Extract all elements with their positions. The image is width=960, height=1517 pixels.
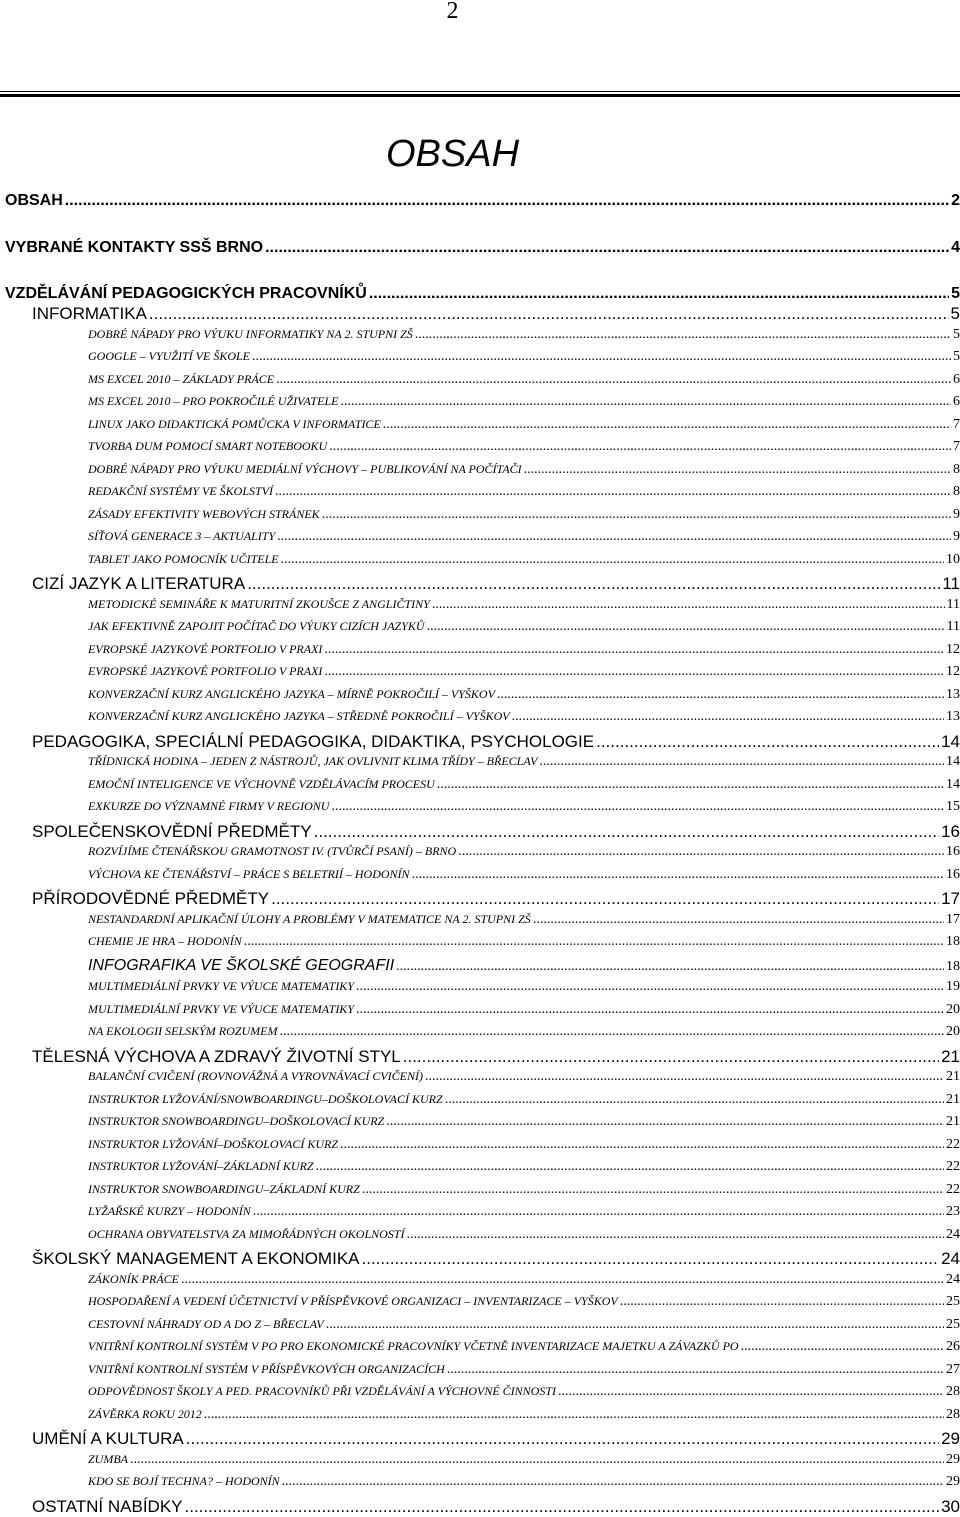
toc-dot-leader [340, 1137, 944, 1153]
toc-entry-page: 6 [953, 394, 960, 409]
toc-entry[interactable] [88, 552, 960, 568]
toc-entry-title: ZUMBA [88, 1452, 128, 1466]
toc-entry[interactable] [88, 1114, 960, 1130]
toc-entry-title: DOBRÉ NÁPADY PRO VÝUKU INFORMATIKY NA 2. STUPNI ZŠ [88, 327, 413, 341]
toc-entry[interactable] [88, 1272, 960, 1288]
toc-entry[interactable] [32, 1497, 960, 1517]
toc-entry-title: ŠKOLSKÝ MANAGEMENT A EKONOMIKA [32, 1249, 360, 1268]
toc-entry[interactable] [88, 327, 960, 343]
toc-entry-page: 15 [946, 799, 960, 814]
toc-entry[interactable] [32, 1047, 960, 1067]
toc-entry-page: 22 [946, 1182, 960, 1197]
toc-entry-title: VYBRANÉ KONTAKTY SSŠ BRNO [5, 239, 264, 256]
toc-entry-page: 16 [946, 867, 960, 882]
toc-dot-leader [356, 1002, 944, 1018]
document-title: OBSAH [385, 133, 520, 176]
toc-dot-leader [65, 192, 949, 210]
toc-entry-title: LYŽAŘSKÉ KURZY – HODONÍN [88, 1204, 251, 1218]
toc-entry-title: DOBRÉ NÁPADY PRO VÝUKU MEDIÁLNÍ VÝCHOVY – PUBLIKOVÁNÍ NA POČÍTAČI [88, 462, 522, 476]
toc-dot-leader [741, 1339, 944, 1355]
toc-entry[interactable] [88, 1137, 960, 1153]
toc-entry-page: 21 [946, 1069, 960, 1084]
toc-entry-title: HOSPODAŘENÍ A VEDENÍ ÚČETNICTVÍ V PŘÍSPĚVKOVÉ ORGANIZACI – INVENTARIZACE – VYŠKOV [88, 1294, 618, 1308]
toc-entry-page: 14 [946, 777, 960, 792]
toc-entry-page: 4 [951, 239, 960, 256]
toc-entry[interactable] [32, 574, 960, 594]
toc-dot-leader [427, 619, 945, 635]
toc-dot-leader [276, 372, 951, 388]
toc-entry[interactable] [88, 664, 960, 680]
toc-entry-title: OCHRANA OBYVATELSTVA ZA MIMOŘÁDNÝCH OKOLNOSTÍ [88, 1227, 405, 1241]
toc-dot-leader [447, 1362, 944, 1378]
toc-dot-leader [331, 799, 944, 815]
toc-entry[interactable] [88, 754, 960, 770]
toc-dot-leader [244, 934, 944, 950]
toc-entry-page: 11 [942, 574, 960, 593]
toc-entry[interactable] [88, 372, 960, 388]
toc-entry-page: 21 [946, 1092, 960, 1107]
toc-entry-title: SPOLEČENSKOVĚDNÍ PŘEDMĚTY [32, 822, 312, 841]
toc-entry[interactable] [88, 484, 960, 500]
toc-entry-page: 24 [946, 1272, 960, 1287]
toc-entry[interactable] [88, 777, 960, 793]
toc-entry-title: TABLET JAKO POMOCNÍK UČITELE [88, 552, 279, 566]
toc-entry-page: 5 [953, 327, 960, 342]
toc-entry[interactable] [88, 957, 960, 975]
toc-entry[interactable] [88, 709, 960, 725]
toc-entry[interactable] [88, 417, 960, 433]
toc-entry[interactable] [32, 889, 960, 909]
toc-dot-leader [265, 239, 949, 257]
toc-dot-leader [252, 349, 951, 365]
toc-entry[interactable] [32, 1249, 960, 1269]
toc-entry[interactable] [32, 732, 960, 752]
toc-dot-leader [533, 912, 944, 928]
toc-entry-page: 11 [946, 597, 960, 612]
toc-entry[interactable] [88, 1024, 960, 1040]
toc-entry-title: ZÁKONÍK PRÁCE [88, 1272, 180, 1286]
toc-entry-page: 16 [941, 822, 960, 841]
toc-dot-leader [356, 979, 944, 995]
toc-entry-page: 30 [941, 1497, 960, 1516]
toc-dot-leader [437, 777, 944, 793]
toc-dot-leader [620, 1294, 944, 1310]
toc-entry-title: SÍŤOVÁ GENERACE 3 – AKTUALITY [88, 529, 276, 543]
toc-entry-page: 20 [946, 1002, 960, 1017]
toc-entry-title: GOOGLE – VYUŽITÍ VE ŠKOLE [88, 349, 251, 363]
toc-entry-title: INSTRUKTOR SNOWBOARDINGU–ZÁKLADNÍ KURZ [88, 1182, 360, 1196]
toc-entry-page: 28 [946, 1407, 960, 1422]
toc-entry[interactable] [88, 529, 960, 545]
toc-entry-title: NESTANDARDNÍ APLIKAČNÍ ÚLOHY A PROBLÉMY V MATEMATICE NA 2. STUPNI ZŠ [88, 912, 531, 926]
toc-entry-title: VZDĚLÁVÁNÍ PEDAGOGICKÝCH PRACOVNÍKŮ [5, 285, 367, 302]
toc-entry-page: 12 [946, 642, 960, 657]
toc-entry[interactable] [88, 1092, 960, 1108]
toc-entry-title: TVORBA DUM POMOCÍ SMART NOTEBOOKU [88, 439, 328, 453]
toc-entry-page: 29 [946, 1452, 960, 1467]
toc-entry-title: METODICKÉ SEMINÁŘE K MATURITNÍ ZKOUŠCE Z ANGLIČTINY [88, 597, 430, 611]
toc-entry-page: 14 [941, 732, 960, 751]
toc-entry-title: JAK EFEKTIVNĚ ZAPOJIT POČÍTAČ DO VÝUKY CIZÍCH JAZYKŮ [88, 619, 425, 633]
toc-entry[interactable] [88, 1069, 960, 1085]
toc-entry[interactable] [32, 822, 960, 842]
toc-entry[interactable] [88, 462, 960, 478]
toc-entry-title: BALANČNÍ CVIČENÍ (ROVNOVÁŽNÁ A VYROVNÁVACÍ CVIČENÍ) [88, 1069, 423, 1083]
toc-dot-leader [149, 304, 949, 324]
toc-entry-title: REDAKČNÍ SYSTÉMY VE ŠKOLSTVÍ [88, 484, 274, 498]
toc-entry-page: 5 [953, 349, 960, 364]
page-number: 2 [446, 0, 459, 24]
toc-dot-leader [386, 1114, 944, 1130]
toc-entry-title: KONVERZAČNÍ KURZ ANGLICKÉHO JAZYKA – MÍRNĚ POKROČILÍ – VYŠKOV [88, 687, 495, 701]
toc-entry[interactable] [88, 507, 960, 523]
toc-entry[interactable] [5, 285, 960, 303]
toc-entry-page: 21 [946, 1114, 960, 1129]
toc-entry[interactable] [88, 1339, 960, 1355]
toc-entry[interactable] [88, 934, 960, 950]
toc-entry-page: 18 [946, 934, 960, 949]
toc-entry-page: 24 [941, 1249, 960, 1268]
toc-entry-page: 7 [953, 439, 960, 454]
toc-dot-leader [412, 867, 944, 883]
toc-dot-leader [275, 484, 951, 500]
toc-entry-title: VÝCHOVA KE ČTENÁŘSTVÍ – PRÁCE S BELETRIÍ – HODONÍN [88, 867, 410, 881]
toc-entry[interactable] [88, 597, 960, 613]
toc-dot-leader [271, 889, 939, 909]
toc-entry-title: MS EXCEL 2010 – ZÁKLADY PRÁCE [88, 372, 275, 386]
toc-entry-title: PŘÍRODOVĚDNÉ PŘEDMĚTY [32, 889, 270, 908]
toc-entry-page: 24 [946, 1227, 960, 1242]
toc-entry-title: INSTRUKTOR LYŽOVÁNÍ/SNOWBOARDINGU–DOŠKOLOVACÍ KURZ [88, 1092, 443, 1106]
toc-entry-title: VNITŘNÍ KONTROLNÍ SYSTÉM V PŘÍSPĚVKOVÝCH ORGANIZACÍCH [88, 1362, 445, 1376]
toc-entry-title: MS EXCEL 2010 – PRO POKROČILÉ UŽIVATELE [88, 394, 339, 408]
toc-entry[interactable] [88, 642, 960, 658]
toc-dot-leader [247, 574, 940, 594]
toc-entry-title: INFOGRAFIKA VE ŠKOLSKÉ GEOGRAFII [88, 957, 395, 974]
toc-entry-page: 28 [946, 1384, 960, 1399]
toc-dot-leader [406, 1227, 944, 1243]
toc-entry[interactable] [88, 1474, 960, 1490]
toc-entry-title: EVROPSKÉ JAZYKOVÉ PORTFOLIO V PRAXI [88, 642, 323, 656]
toc-dot-leader [396, 959, 944, 975]
toc-dot-leader [277, 529, 951, 545]
toc-entry-title: OBSAH [5, 192, 63, 209]
toc-entry[interactable] [88, 1294, 960, 1310]
toc-entry[interactable] [88, 844, 960, 860]
toc-entry-title: INSTRUKTOR LYŽOVÁNÍ–DOŠKOLOVACÍ KURZ [88, 1137, 339, 1151]
toc-dot-leader [130, 1452, 944, 1468]
toc-entry-page: 9 [953, 529, 960, 544]
toc-entry[interactable] [5, 192, 960, 210]
toc-entry-title: LINUX JAKO DIDAKTICKÁ POMŮCKA V INFORMATICE [88, 417, 381, 431]
toc-entry[interactable] [88, 1204, 960, 1220]
toc-entry-title: INSTRUKTOR LYŽOVÁNÍ–ZÁKLADNÍ KURZ [88, 1159, 314, 1173]
toc-entry-title: ZÁSADY EFEKTIVITY WEBOVÝCH STRÁNEK [88, 507, 320, 521]
toc-dot-leader [316, 1159, 944, 1175]
toc-entry[interactable] [88, 912, 960, 928]
toc-entry-title: ROZVÍJÍME ČTENÁŘSKOU GRAMOTNOST IV. (TVŮRČÍ PSANÍ) – BRNO [88, 844, 457, 858]
toc-dot-leader [329, 439, 951, 455]
toc-entry-page: 20 [946, 1024, 960, 1039]
toc-entry-page: 29 [941, 1429, 960, 1448]
toc-entry[interactable] [88, 1159, 960, 1175]
toc-dot-leader [204, 1407, 944, 1423]
toc-dot-leader [415, 327, 951, 343]
toc-dot-leader [524, 462, 951, 478]
toc-entry[interactable] [5, 239, 960, 257]
toc-dot-leader [282, 1474, 944, 1490]
toc-entry[interactable] [88, 799, 960, 815]
toc-entry[interactable] [88, 1002, 960, 1018]
toc-entry-title: CHEMIE JE HRA – HODONÍN [88, 934, 242, 948]
toc-entry[interactable] [32, 304, 960, 324]
toc-entry-page: 18 [946, 959, 960, 974]
toc-entry-page: 9 [953, 507, 960, 522]
toc-entry-page: 23 [946, 1204, 960, 1219]
toc-dot-leader [445, 1092, 944, 1108]
toc-entry-page: 12 [946, 664, 960, 679]
toc-entry-page: 10 [946, 552, 960, 567]
toc-entry-page: 27 [946, 1362, 960, 1377]
toc-entry-title: CIZÍ JAZYK A LITERATURA [32, 574, 246, 593]
toc-entry-page: 13 [946, 687, 960, 702]
toc-entry-page: 19 [946, 979, 960, 994]
toc-entry[interactable] [88, 1384, 960, 1400]
toc-entry-title: MULTIMEDIÁLNÍ PRVKY VE VÝUCE MATEMATIKY [88, 1002, 354, 1016]
toc-dot-leader [425, 1069, 944, 1085]
toc-entry-page: 7 [953, 417, 960, 432]
toc-entry-page: 11 [946, 619, 960, 634]
toc-entry-title: KDO SE BOJÍ TECHNA? – HODONÍN [88, 1474, 280, 1488]
toc-entry-page: 29 [946, 1474, 960, 1489]
toc-entry[interactable] [88, 1317, 960, 1333]
toc-entry-title: MULTIMEDIÁLNÍ PRVKY VE VÝUCE MATEMATIKY [88, 979, 354, 993]
toc-entry-title: NA EKOLOGII SELSKÝM ROZUMEM [88, 1024, 278, 1038]
toc-dot-leader [324, 664, 944, 680]
toc-entry[interactable] [88, 867, 960, 883]
toc-entry-title: TŘÍDNICKÁ HODINA – JEDEN Z NÁSTROJŮ, JAK OVLIVNIT KLIMA TŘÍDY – BŘECLAV [88, 754, 538, 768]
toc-entry-page: 22 [946, 1159, 960, 1174]
toc-entry-title: CESTOVNÍ NÁHRADY OD A DO Z – BŘECLAV [88, 1317, 324, 1331]
toc-dot-leader [340, 394, 951, 410]
toc-entry[interactable] [88, 687, 960, 703]
toc-entry[interactable] [88, 349, 960, 365]
toc-dot-leader [432, 597, 945, 613]
toc-entry-page: 14 [946, 754, 960, 769]
toc-entry-title: INSTRUKTOR SNOWBOARDINGU–DOŠKOLOVACÍ KURZ [88, 1114, 385, 1128]
toc-dot-leader [369, 285, 949, 303]
toc-entry[interactable] [88, 979, 960, 995]
toc-entry-title: VNITŘNÍ KONTROLNÍ SYSTÉM V PO PRO EKONOMICKÉ PRACOVNÍKY VČETNĚ INVENTARIZACE MAJETKU A ZÁVAZKŮ PO [88, 1339, 739, 1353]
toc-dot-leader [326, 1317, 944, 1333]
toc-entry-page: 25 [946, 1317, 960, 1332]
toc-entry-page: 22 [946, 1137, 960, 1152]
toc-dot-leader [383, 417, 951, 433]
toc-entry-page: 17 [946, 912, 960, 927]
toc-entry-page: 13 [946, 709, 960, 724]
toc-dot-leader [458, 844, 944, 860]
toc-entry-page: 5 [950, 304, 960, 323]
toc-dot-leader [403, 1047, 939, 1067]
toc-entry-page: 21 [941, 1047, 960, 1066]
toc-entry-page: 16 [946, 844, 960, 859]
toc-entry[interactable] [88, 1227, 960, 1243]
toc-dot-leader [322, 507, 951, 523]
toc-entry-title: EMOČNÍ INTELIGENCE VE VÝCHOVNĚ VZDĚLÁVACÍM PROCESU [88, 777, 435, 791]
toc-dot-leader [281, 552, 944, 568]
toc-dot-leader [253, 1204, 944, 1220]
toc-dot-leader [362, 1182, 944, 1198]
toc-entry[interactable] [88, 394, 960, 410]
header-rule [0, 91, 960, 92]
toc-dot-leader [185, 1497, 940, 1517]
toc-entry-page: 8 [953, 484, 960, 499]
toc-entry[interactable] [88, 1452, 960, 1468]
toc-dot-leader [539, 754, 944, 770]
toc-entry-title: INFORMATIKA [32, 304, 147, 323]
toc-entry-title: KONVERZAČNÍ KURZ ANGLICKÉHO JAZYKA – STŘEDNĚ POKROČILÍ – VYŠKOV [88, 709, 510, 723]
toc-entry[interactable] [88, 1407, 960, 1423]
toc-dot-leader [497, 687, 944, 703]
toc-entry[interactable] [88, 619, 960, 635]
toc-entry-page: 5 [951, 285, 960, 302]
toc-entry-title: PEDAGOGIKA, SPECIÁLNÍ PEDAGOGIKA, DIDAKTIKA, PSYCHOLOGIE [32, 732, 595, 751]
toc-entry-title: ZÁVĚRKA ROKU 2012 [88, 1407, 202, 1421]
toc-entry-title: TĚLESNÁ VÝCHOVA A ZDRAVÝ ŽIVOTNÍ STYL [32, 1047, 401, 1066]
toc-entry-title: UMĚNÍ A KULTURA [32, 1429, 184, 1448]
toc-entry-page: 8 [953, 462, 960, 477]
toc-entry[interactable] [88, 439, 960, 455]
toc-dot-leader [596, 732, 939, 752]
toc-entry-page: 25 [946, 1294, 960, 1309]
toc-entry[interactable] [88, 1182, 960, 1198]
toc-entry[interactable] [88, 1362, 960, 1378]
toc-entry[interactable] [32, 1429, 960, 1449]
toc-entry-title: EVROPSKÉ JAZYKOVÉ PORTFOLIO V PRAXI [88, 664, 323, 678]
toc-dot-leader [186, 1429, 939, 1449]
toc-dot-leader [181, 1272, 944, 1288]
toc-dot-leader [324, 642, 944, 658]
toc-dot-leader [314, 822, 939, 842]
toc-entry-page: 26 [946, 1339, 960, 1354]
toc-entry-title: ODPOVĚDNOST ŠKOLY A PED. PRACOVNÍKŮ PŘI VZDĚLÁVÁNÍ A VÝCHOVNÉ ČINNOSTI [88, 1384, 557, 1398]
toc-entry-page: 17 [941, 889, 960, 908]
toc-dot-leader [558, 1384, 944, 1400]
toc-dot-leader [362, 1249, 940, 1269]
toc-dot-leader [512, 709, 944, 725]
toc-entry-title: OSTATNÍ NABÍDKY [32, 1497, 183, 1516]
toc-entry-page: 6 [953, 372, 960, 387]
toc-entry-page: 2 [951, 192, 960, 209]
toc-dot-leader [279, 1024, 944, 1040]
toc-entry-title: EXKURZE DO VÝZNAMNÉ FIRMY V REGIONU [88, 799, 330, 813]
